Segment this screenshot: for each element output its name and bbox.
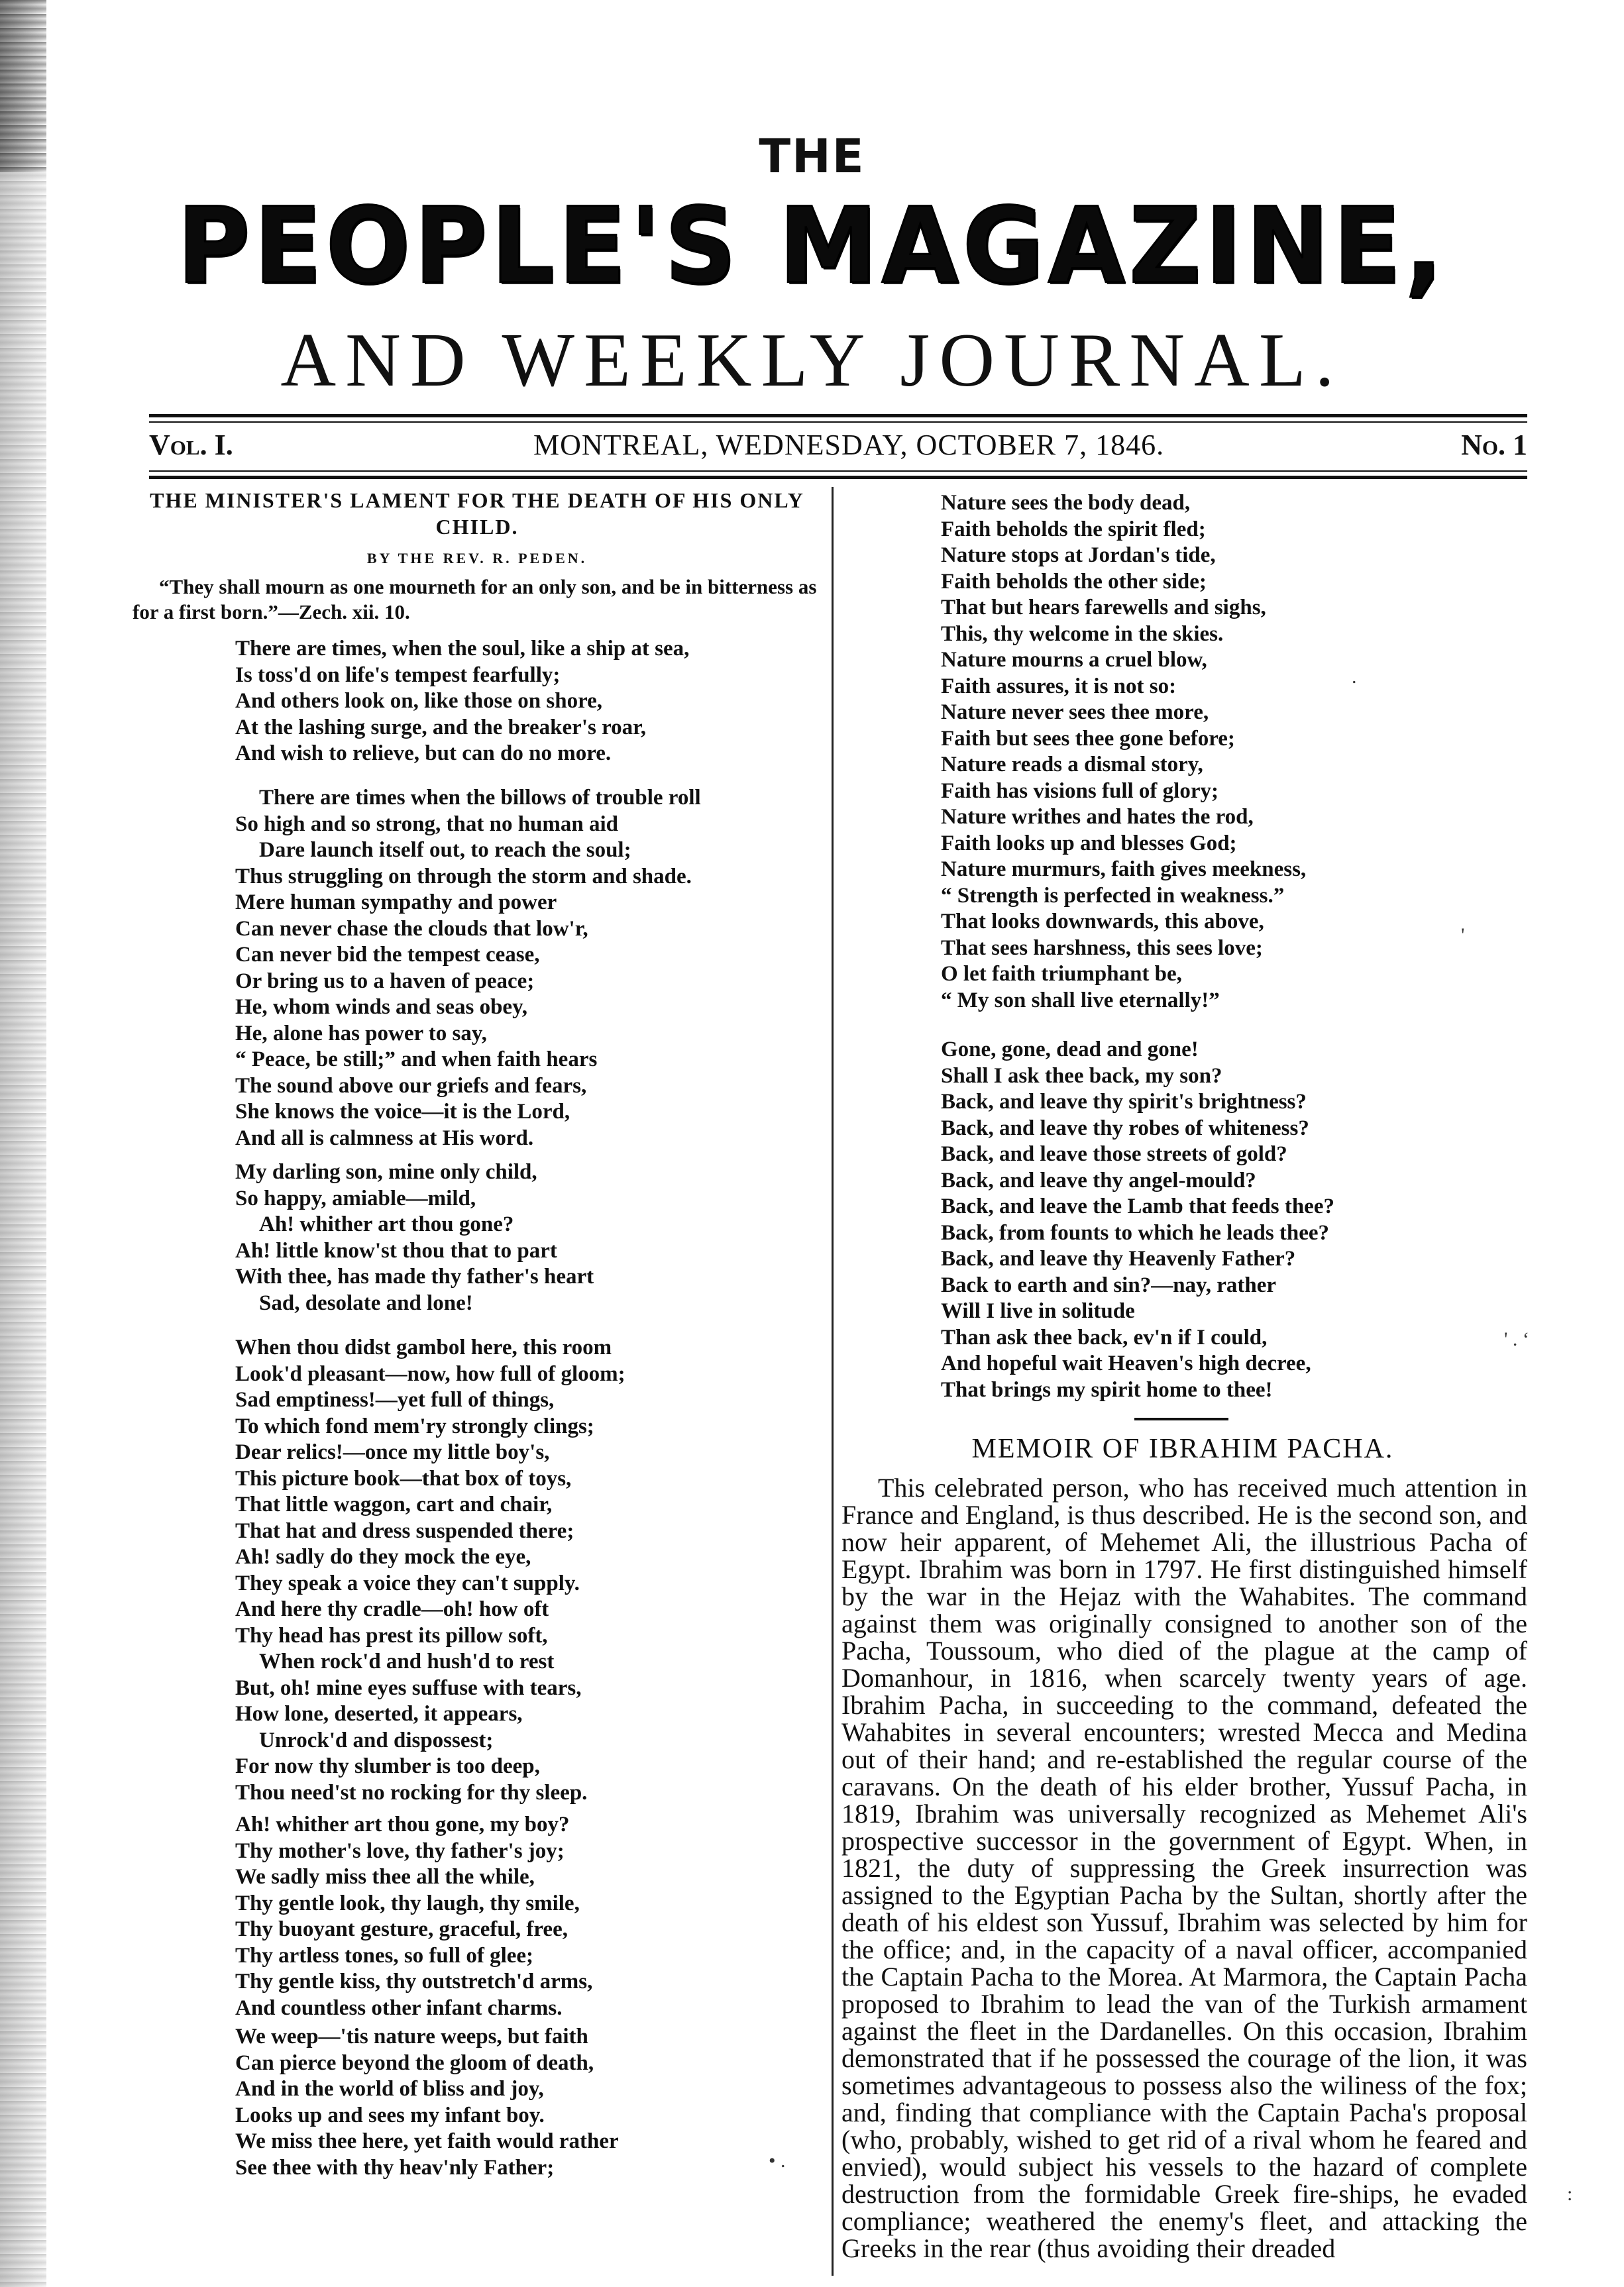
poem-line: “ Strength is perfected in weakness.” <box>941 883 1285 908</box>
poem-line: That brings my spirit home to thee! <box>941 1377 1273 1402</box>
poem-line: Sad, desolate and lone! <box>259 1291 473 1315</box>
issue-number: No. 1 <box>1461 429 1527 461</box>
poem-stanza <box>941 490 1306 1014</box>
poem-line: Thy gentle look, thy laugh, thy smile, <box>235 1891 580 1915</box>
poem-line: Faith has visions full of glory; <box>941 778 1218 803</box>
poem-line: But, oh! mine eyes suffuse with tears, <box>235 1675 582 1700</box>
poem-line: At the lashing surge, and the breaker's roar, <box>235 715 647 739</box>
poem-line: Back, and leave thy spirit's brightness? <box>941 1090 1307 1114</box>
poem-line: Looks up and sees my infant boy. <box>235 2103 545 2127</box>
poem-title: THE MINISTER'S LAMENT FOR THE DEATH OF HIS ONLY CHILD. <box>150 488 804 539</box>
poem-line: “ My son shall live eternally!” <box>941 988 1220 1012</box>
masthead-the: THE <box>759 129 865 184</box>
memoir-body: This celebrated person, who has received much attention in France and England, is thus described. He is the second son, and now heir apparent, of Mehemet Ali, the illustrious Pacha of Egypt. Ibrahim was born in 1797. He first distinguished himself by the war in the Hejaz with the Wahabites. The command against them was originally consigned to another son of the Pacha, Toussoum, who died of the plague at the camp of Domanhour, in 1816, when scarcely twenty years of age. Ibrahim Pacha, in succeeding to the command, defeated the Wahabites in several encounters; wrested Mecca and Medina out of their hand; and re-established the regular course of the caravans. On the death of his elder brother, Yussuf Pacha, in 1819, Ibrahim was universally recognized as Mehemet Ali's prospective successor in the government of Egypt. When, in 1821, the duty of suppressing the Greek insurrection was assigned to the Egyptian Pacha by the Sultan, shortly after the death of his eldest son Yussuf, Ibrahim was selected by him for the office; and, in the capacity of a naval officer, accompanied the Captain Pacha to the Morea. At Marmora, the Captain Pacha proposed to Ibrahim to lead the van of the Turkish armament against the fleet in the Dardanelles. On this occasion, Ibrahim demonstrated that if he possessed the courage of the lion, it was sometimes advantageous to possess also the wiliness of the fox; and, finding that compliance with the Captain Pacha's proposal (who, probably, wished to get rid of a rival whom he feared and envied), would subject his vessels to the hazard of complete destruction from the formidable Greek fire-ships, he evaded compliance; weathered the enemy's fleet, and attacking the Greeks in the rear (thus avoiding their dreaded <box>841 1473 1527 2263</box>
poem-line: Back, and leave thy robes of whiteness? <box>941 1116 1309 1140</box>
poem-line: That hat and dress suspended there; <box>235 1518 574 1543</box>
poem-line: Back, from founts to which he leads thee? <box>941 1220 1330 1245</box>
poem-line: Back, and leave those streets of gold? <box>941 1142 1287 1166</box>
poem-line: Can never bid the tempest cease, <box>235 943 540 967</box>
poem-stanza <box>235 2024 619 2181</box>
header-rule <box>149 414 1527 417</box>
poem-line: Mere human sympathy and power <box>235 890 557 914</box>
poem-line: Sad emptiness!—yet full of things, <box>235 1388 555 1412</box>
poem-line: Than ask thee back, ev'n if I could, <box>941 1325 1268 1350</box>
poem-line: That but hears farewells and sighs, <box>941 596 1266 619</box>
ink-speck: ' . ‘ <box>1504 1328 1529 1350</box>
poem-line: Can never chase the clouds that low'r, <box>235 916 588 941</box>
poem-stanza <box>235 1812 592 2021</box>
ink-speck: ' <box>1461 924 1465 946</box>
poem-line: She knows the voice—it is the Lord, <box>235 1100 570 1124</box>
poem-line: We weep—'tis nature weeps, but faith <box>235 2025 588 2048</box>
poem-line: Shall I ask thee back, my son? <box>941 1063 1222 1088</box>
poem-line: “ Peace, be still;” and when faith hears <box>235 1047 598 1071</box>
poem-line: Nature murmurs, faith gives meekness, <box>941 857 1307 881</box>
poem-line: This picture book—that box of toys, <box>235 1466 572 1491</box>
header-rule <box>149 476 1527 479</box>
poem-line: He, whom winds and seas obey, <box>235 995 528 1019</box>
volume-label: Vol. I. <box>149 429 233 461</box>
poem-line: Faith beholds the spirit fled; <box>941 517 1206 541</box>
poem-line: Nature reads a dismal story, <box>941 753 1203 776</box>
poem-line: When rock'd and hush'd to rest <box>259 1650 555 1674</box>
poem-line: And all is calmness at His word. <box>235 1126 534 1150</box>
poem-line: They speak a voice they can't supply. <box>235 1571 580 1595</box>
poem-stanza <box>235 1335 625 1597</box>
poem-line: See thee with thy heav'nly Father; <box>235 2155 555 2180</box>
dateline <box>149 424 1527 468</box>
poem-line: This, thy welcome in the skies. <box>941 621 1224 646</box>
poem-line: Thy gentle kiss, thy outstretch'd arms, <box>235 1970 593 1994</box>
poem-line: Back to earth and sin?—nay, rather <box>941 1273 1277 1297</box>
header-rule <box>149 421 1527 423</box>
poem-line: Nature never sees thee more, <box>941 700 1209 724</box>
poem-line: Ah! whither art thou gone, my boy? <box>235 1813 570 1836</box>
poem-line: Faith assures, it is not so: <box>941 674 1177 698</box>
poem-line: Nature stops at Jordan's tide, <box>941 543 1216 567</box>
poem-line: There are times, when the soul, like a ship at sea, <box>235 637 690 661</box>
place-date: MONTREAL, WEDNESDAY, OCTOBER 7, 1846. <box>533 429 1165 461</box>
poem-line: Look'd pleasant—now, how full of gloom; <box>235 1361 625 1386</box>
poem-line: Gone, gone, dead and gone! <box>941 1037 1199 1061</box>
poem-line: Thy buoyant gesture, graceful, free, <box>235 1917 568 1941</box>
poem-line: We miss thee here, yet faith would rather <box>235 2129 619 2153</box>
poem-line: Ah! sadly do they mock the eye, <box>235 1545 531 1569</box>
poem-line: Thy mother's love, thy father's joy; <box>235 1838 565 1863</box>
ink-speck: . <box>1352 666 1357 688</box>
poem-stanza <box>235 636 689 767</box>
poem-line: When thou didst gambol here, this room <box>235 1336 612 1359</box>
poem-line: That sees harshness, this sees love; <box>941 935 1263 960</box>
poem-line: My darling son, mine only child, <box>235 1160 537 1184</box>
poem-line: Back, and leave thy Heavenly Father? <box>941 1247 1296 1271</box>
ink-speck: : <box>1567 2183 1573 2205</box>
poem-line: We sadly miss thee all the while, <box>235 1865 535 1889</box>
poem-line: That little waggon, cart and chair, <box>235 1493 553 1516</box>
poem-line: Thy artless tones, so full of glee; <box>235 1943 534 1968</box>
poem-line: That looks downwards, this above, <box>941 910 1264 933</box>
poem-stanza <box>235 785 701 1151</box>
poem-line: And in the world of bliss and joy, <box>235 2077 544 2101</box>
poem-line: For now thy slumber is too deep, <box>235 1754 540 1778</box>
poem-line: To which fond mem'ry strongly clings; <box>235 1414 594 1438</box>
poem-line: Is toss'd on life's tempest fearfully; <box>235 663 561 687</box>
memoir-title: MEMOIR OF IBRAHIM PACHA. <box>971 1434 1394 1464</box>
poem-line: Back, and leave the Lamb that feeds thee? <box>941 1195 1334 1218</box>
poem-line: And wish to relieve, but can do no more. <box>235 741 612 765</box>
poem-stanza <box>235 1597 587 1806</box>
poem-line: There are times when the billows of trouble roll <box>259 786 701 810</box>
poem-line: Nature sees the body dead, <box>941 491 1191 515</box>
section-separator <box>1134 1418 1228 1420</box>
poem-line: Faith but sees thee gone before; <box>941 726 1235 751</box>
poem-line: Or bring us to a haven of peace; <box>235 969 535 993</box>
poem-epigraph: “They shall mourn as one mourneth for an only son, and be in bitterness as for a first born.”—Zech. xii. 10. <box>133 575 817 623</box>
poem-line: With thee, has made thy father's heart <box>235 1265 594 1289</box>
masthead-title: PEOPLE'S MAGAZINE, <box>177 186 1447 307</box>
poem-line: Nature mourns a cruel blow, <box>941 648 1207 672</box>
poem-line: Nature writhes and hates the rod, <box>941 805 1254 829</box>
poem-line: How lone, deserted, it appears, <box>235 1702 523 1726</box>
poem-line: Unrock'd and dispossest; <box>259 1728 494 1752</box>
poem-line: Dear relics!—once my little boy's, <box>235 1440 550 1464</box>
poem-line: He, alone has power to say, <box>235 1021 487 1045</box>
column-divider <box>832 487 834 2276</box>
poem-line: Dare launch itself out, to reach the soul; <box>259 838 631 862</box>
poem-byline: BY THE REV. R. PEDEN. <box>366 550 588 566</box>
poem-line: And countless other infant charms. <box>235 1995 563 2020</box>
poem-line: And hopeful wait Heaven's high decree, <box>941 1352 1311 1375</box>
header-rule <box>149 470 1527 472</box>
poem-line: So high and so strong, that no human aid <box>235 812 619 836</box>
poem-line: Can pierce beyond the gloom of death, <box>235 2050 594 2075</box>
ink-speck: • . <box>769 2150 786 2172</box>
poem-line: Will I live in solitude <box>941 1299 1135 1323</box>
poem-line: Back, and leave thy angel-mould? <box>941 1168 1256 1193</box>
poem-line: So happy, amiable—mild, <box>235 1186 476 1210</box>
poem-line: The sound above our griefs and fears, <box>235 1073 587 1098</box>
masthead-subtitle: AND WEEKLY JOURNAL. <box>280 318 1344 403</box>
poem-line: And others look on, like those on shore, <box>235 689 603 713</box>
poem-line: Thy head has prest its pillow soft, <box>235 1623 548 1648</box>
poem-line: Thou need'st no rocking for thy sleep. <box>235 1780 588 1805</box>
poem-line: O let faith triumphant be, <box>941 962 1182 986</box>
poem-stanza <box>235 1159 594 1316</box>
poem-line: Thus struggling on through the storm and shade. <box>235 864 692 888</box>
poem-line: Ah! little know'st thou that to part <box>235 1238 557 1263</box>
poem-line: Faith looks up and blesses God; <box>941 831 1237 855</box>
poem-line: And here thy cradle—oh! how oft <box>235 1597 549 1621</box>
poem-stanza <box>941 1037 1334 1403</box>
poem-line: Faith beholds the other side; <box>941 569 1207 594</box>
poem-line: Ah! whither art thou gone? <box>259 1212 514 1236</box>
